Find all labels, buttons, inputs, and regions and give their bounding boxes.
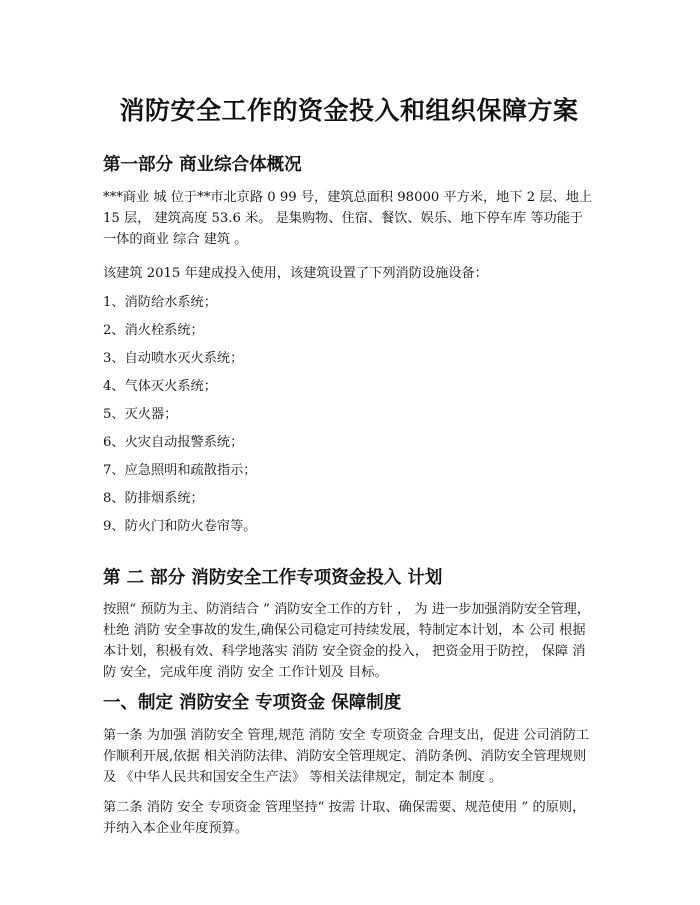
list-item: 1、消防给水系统； <box>103 295 217 310</box>
list-item: 4、气体灭火系统； <box>103 379 217 394</box>
list-item: 8、防排烟系统； <box>103 491 204 506</box>
article-1-paragraph: 第一条 为加强 消防安全 管理,规范 消防 安全 专项资金 合理支出，促进 公司消防工作顺利开展,依据 相关消防法律、消防安全管理规定、消防条例、消防安全管理规则及 《中华人民共和国安全生产法》 等相关法律规定，制定本 制度 。 <box>103 728 590 785</box>
part1-facilities-intro: 该建筑 2015 年建成投入使用，该建筑设置了下列消防设施设备： <box>103 266 488 281</box>
list-item: 5、灭火器； <box>103 407 178 422</box>
list-item: 9、防火门和防火卷帘等。 <box>103 519 257 534</box>
list-item: 3、自动喷水灭火系统； <box>103 351 244 366</box>
document-title: 消防安全工作的资金投入和组织保障方案 <box>119 96 579 125</box>
part2-intro-paragraph: 按照“ 预防为主、防消结合 ” 消防安全工作的方针 ， 为 进一步加强消防安全管理，杜绝 消防 安全事故的发生,确保公司稳定可持续发展，特制定本计划，本 公司 根据本计划，积极有效、科学地落实 消防 安全资金的投入， 把资金用于防控， 保障 消防 安全，完成年度 消防 安全 工作计划及 目标。 <box>103 602 591 680</box>
list-item: 7、应急照明和疏散指示； <box>103 463 257 478</box>
part1-intro-paragraph: ***商业 城 位于**市北京路 0 99 号，建筑总面积 98000 平方米，地下 2 层、地上 15 层， 建筑高度 53.6 米。 是集购物、住宿、餐饮、娱乐、地下停车库 等功能于一体的商业 综合 建筑 。 <box>103 190 593 247</box>
article-2-paragraph: 第二条 消防 安全 专项资金 管理坚持“ 按需 计取、确保需要、规范使用 ” 的原则，并纳入本企业年度预算。 <box>103 800 586 836</box>
part2-heading: 第 二 部分 消防安全工作专项资金投入 计划 <box>103 568 443 588</box>
list-item: 2、消火栓系统； <box>103 323 204 338</box>
part1-heading: 第一部分 商业综合体概况 <box>103 155 302 175</box>
facilities-list <box>103 294 595 546</box>
list-item: 6、火灾自动报警系统； <box>103 435 244 450</box>
section1-heading: 一、制定 消防安全 专项资金 保障制度 <box>103 693 402 713</box>
